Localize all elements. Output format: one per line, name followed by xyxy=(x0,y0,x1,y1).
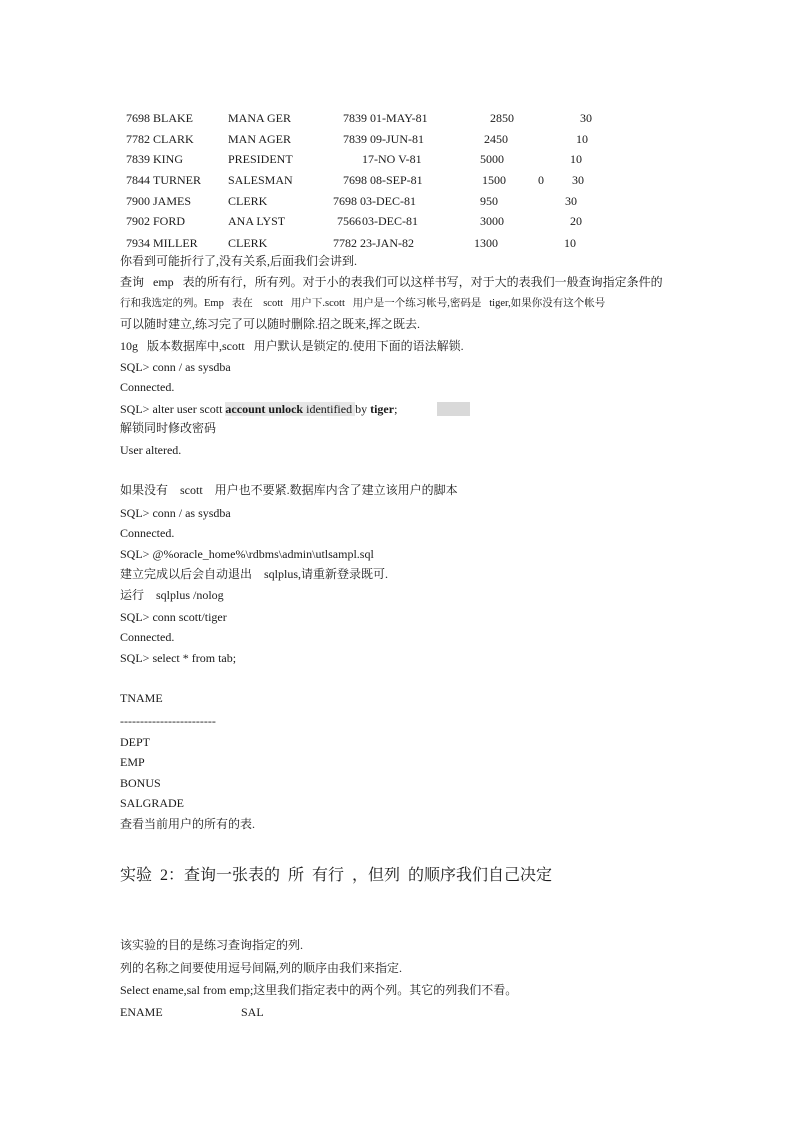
emp-cell-ename: MILLER xyxy=(153,236,198,250)
account-create-note: 可以随时建立,练习完了可以随时删除.招之既来,挥之既去. xyxy=(120,317,421,331)
emp-cell-mgr: 7698 xyxy=(343,173,367,187)
emp-query-description: 查询 emp 表的所有行，所有列。对于小的表我们可以这样书写，对于大的表我们一般查询指定条件的 xyxy=(120,275,663,289)
connected-status-3: Connected. xyxy=(120,630,175,644)
sal-header: SAL xyxy=(241,1005,264,1019)
sql-alter-user xyxy=(120,401,397,417)
emp-cell-ename: JAMES xyxy=(153,194,192,208)
emp-cell-ename: BLAKE xyxy=(153,111,193,125)
emp-cell-comm: 0 xyxy=(538,173,544,187)
emp-cell-job: MANA GER xyxy=(228,111,292,125)
emp-cell-sal: 1300 xyxy=(474,236,498,250)
emp-cell-deptno: 20 xyxy=(570,214,582,228)
table-name-bonus: BONUS xyxy=(120,776,161,790)
emp-cell-mgr: 7839 xyxy=(343,132,367,146)
emp-cell-ename: CLARK xyxy=(153,132,194,146)
no-scott-note: 如果没有 scott 用户也不要紧.数据库内含了建立该用户的脚本 xyxy=(120,483,458,497)
emp-cell-sal: 2850 xyxy=(490,111,514,125)
tables-caption: 查看当前用户的所有的表. xyxy=(120,817,256,831)
emp-row xyxy=(0,172,793,188)
emp-cell-deptno: 10 xyxy=(570,152,582,166)
emp-cell-job: PRESIDENT xyxy=(228,152,293,166)
note-line-wrap: 你看到可能折行了,没有关系,后面我们会讲到. xyxy=(120,254,358,268)
section-heading: 实验 2：查询一张表的 所 有行 ，但列 的顺序我们自己决定 xyxy=(120,867,553,884)
user-altered-status: User altered. xyxy=(120,443,182,457)
sql-identified: identified xyxy=(303,402,356,416)
highlight-block xyxy=(437,402,470,416)
emp-cell-job: CLERK xyxy=(228,194,268,208)
emp-cell-sal: 2450 xyxy=(484,132,508,146)
emp-cell-sal: 3000 xyxy=(480,214,504,228)
emp-cell-sal: 950 xyxy=(480,194,498,208)
emp-cell-ename: KING xyxy=(153,152,183,166)
emp-cell-mgr: 7839 xyxy=(343,111,367,125)
emp-cell-deptno: 30 xyxy=(565,194,577,208)
unlock-caption: 解锁同时修改密码 xyxy=(120,421,217,435)
scott-account-description: 行和我选定的列。Emp 表在 scott 用户下.scott 用户是一个练习帐号,密码是 tiger,如果你没有这个帐号 xyxy=(120,298,606,309)
emp-cell-sal: 1500 xyxy=(482,173,506,187)
table-name-salgrade: SALGRADE xyxy=(120,796,185,810)
emp-row xyxy=(0,213,793,229)
sql-password: tiger xyxy=(370,402,395,416)
emp-cell-mgr: 7698 xyxy=(333,194,357,208)
emp-cell-hiredate: 23-JAN-82 xyxy=(360,236,414,250)
emp-cell-sal: 5000 xyxy=(480,152,504,166)
emp-row xyxy=(0,131,793,147)
tname-header: TNAME xyxy=(120,691,163,705)
script-exit-note: 建立完成以后会自动退出 sqlplus,请重新登录既可. xyxy=(120,567,389,581)
emp-cell-empno: 7844 xyxy=(126,173,150,187)
select-ename-sal: Select ename,sal from emp;这里我们指定表中的两个列。其它的列我们不看。 xyxy=(120,983,518,997)
emp-cell-deptno: 30 xyxy=(580,111,592,125)
sql-conn-sysdba-2: SQL> conn / as sysdba xyxy=(120,506,231,520)
run-sqlplus-note: 运行 sqlplus /nolog xyxy=(120,588,224,602)
emp-cell-mgr: 7782 xyxy=(333,236,357,250)
sql-select-tab: SQL> select * from tab; xyxy=(120,651,237,665)
emp-cell-empno: 7782 xyxy=(126,132,150,146)
experiment-purpose: 该实验的目的是练习查询指定的列. xyxy=(120,938,304,952)
emp-cell-deptno: 30 xyxy=(572,173,584,187)
emp-cell-hiredate: 03-DEC-81 xyxy=(362,214,418,228)
emp-cell-job: MAN AGER xyxy=(228,132,292,146)
unlock-note: 10g 版本数据库中,scott 用户默认是锁定的.使用下面的语法解锁. xyxy=(120,339,464,353)
emp-cell-hiredate: 09-JUN-81 xyxy=(370,132,424,146)
tname-divider: ------------------------ xyxy=(120,714,216,728)
emp-cell-job: CLERK xyxy=(228,236,268,250)
emp-cell-job: SALESMAN xyxy=(228,173,293,187)
sql-by: by xyxy=(355,402,371,416)
emp-cell-hiredate: 17-NO V-81 xyxy=(362,152,422,166)
table-name-emp: EMP xyxy=(120,755,145,769)
emp-cell-hiredate: 03-DEC-81 xyxy=(360,194,416,208)
emp-cell-deptno: 10 xyxy=(576,132,588,146)
emp-row xyxy=(0,110,793,126)
column-order-note: 列的名称之间要使用逗号间隔,列的顺序由我们来指定. xyxy=(120,961,403,975)
emp-cell-ename: TURNER xyxy=(153,173,201,187)
emp-cell-empno: 7900 xyxy=(126,194,150,208)
sql-alter-prefix: SQL> alter user scott xyxy=(120,402,226,416)
emp-cell-empno: 7934 xyxy=(126,236,150,250)
connected-status-2: Connected. xyxy=(120,526,175,540)
table-name-dept: DEPT xyxy=(120,735,150,749)
emp-cell-deptno: 10 xyxy=(564,236,576,250)
sql-conn-sysdba: SQL> conn / as sysdba xyxy=(120,360,231,374)
ename-header: ENAME xyxy=(120,1005,163,1019)
emp-cell-ename: FORD xyxy=(153,214,186,228)
emp-cell-hiredate: 08-SEP-81 xyxy=(370,173,423,187)
sql-semicolon: ; xyxy=(394,402,398,416)
sql-run-script: SQL> @%oracle_home%\rdbms\admin\utlsampl.sql xyxy=(120,547,374,561)
connected-status: Connected. xyxy=(120,380,175,394)
emp-cell-empno: 7698 xyxy=(126,111,150,125)
emp-row xyxy=(0,151,793,167)
emp-cell-mgr: 7566 xyxy=(337,214,361,228)
emp-row xyxy=(0,235,793,251)
emp-cell-hiredate: 01-MAY-81 xyxy=(370,111,428,125)
sql-conn-scott: SQL> conn scott/tiger xyxy=(120,610,227,624)
emp-cell-empno: 7902 xyxy=(126,214,150,228)
sql-account-unlock: account unlock xyxy=(225,402,304,416)
emp-cell-empno: 7839 xyxy=(126,152,150,166)
emp-row xyxy=(0,193,793,209)
emp-cell-job: ANA LYST xyxy=(228,214,286,228)
